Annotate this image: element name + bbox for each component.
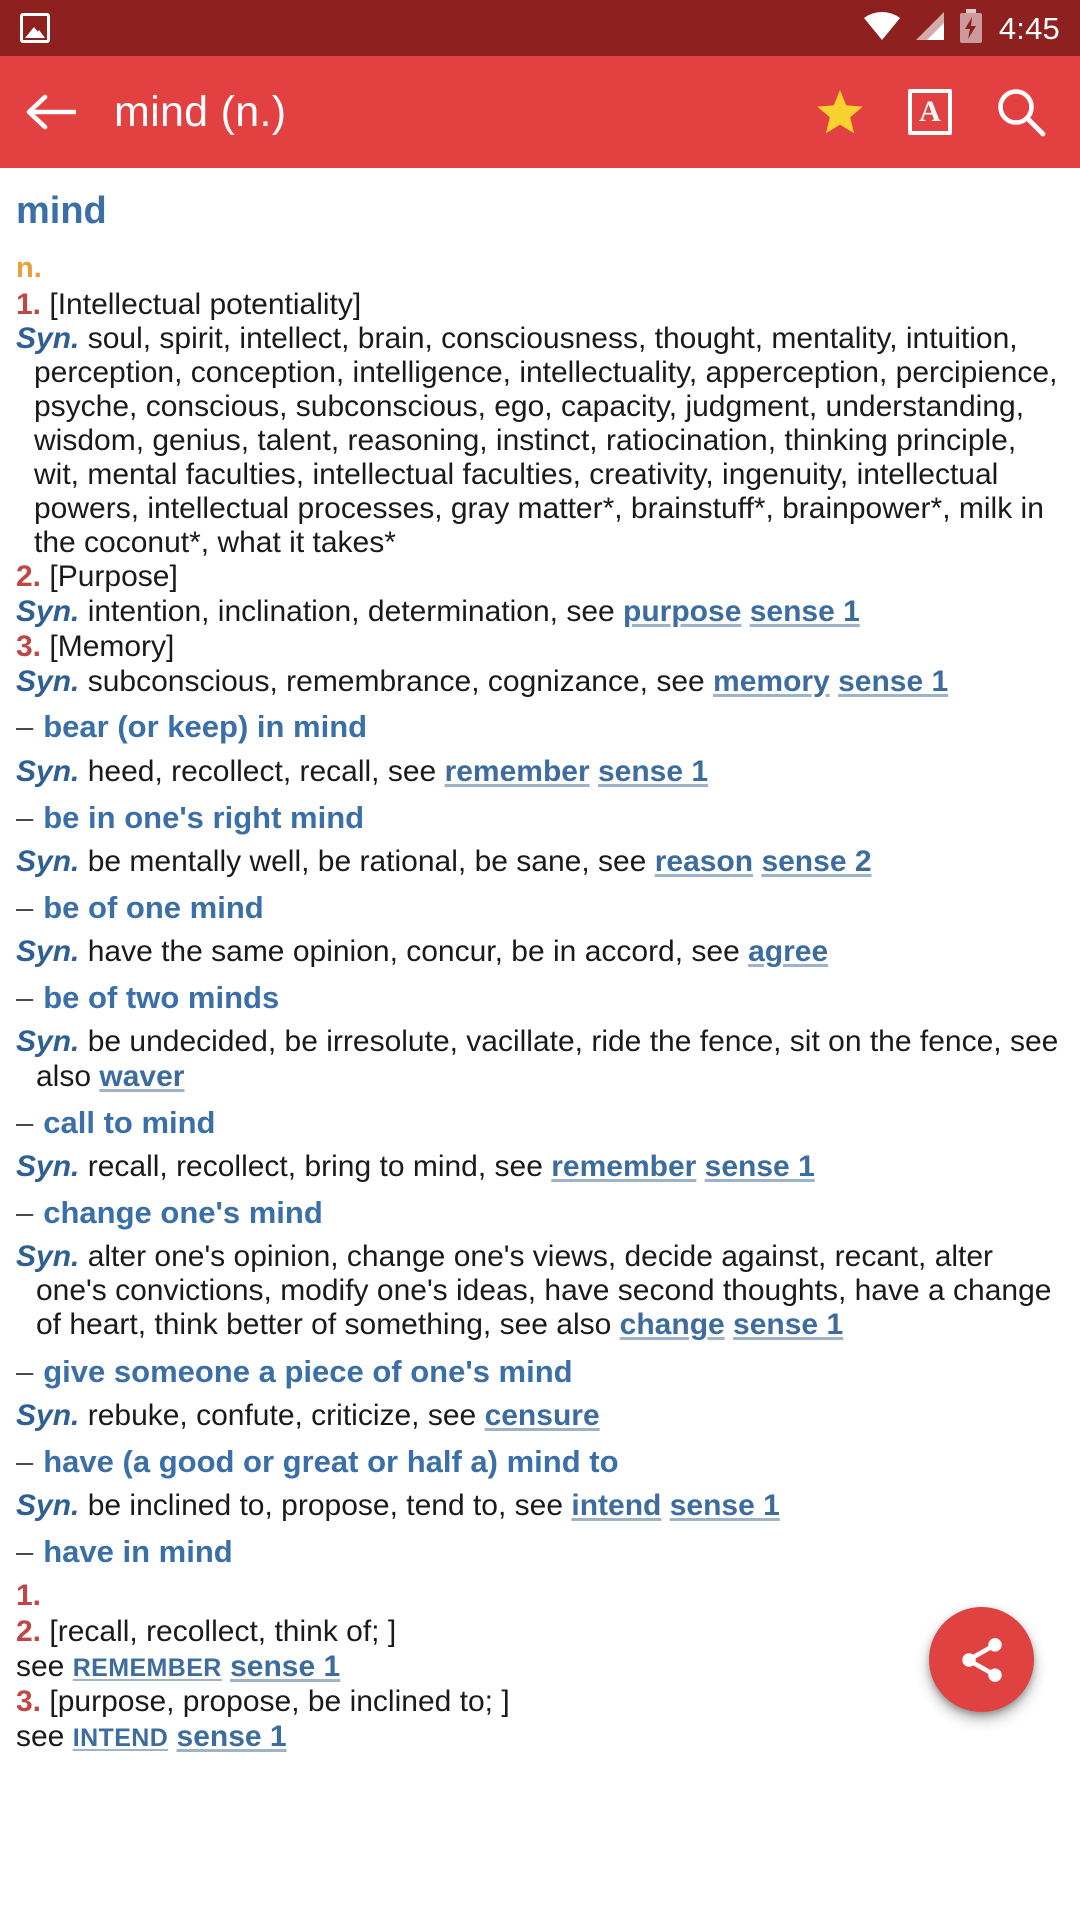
font-size-icon: A <box>908 89 952 135</box>
cross-reference-word[interactable]: INTEND <box>72 1724 169 1753</box>
cross-reference-word[interactable]: remember <box>551 1149 697 1183</box>
app-bar <box>0 56 1080 168</box>
app-bar-actions <box>816 87 1054 137</box>
cross-reference-sense[interactable]: sense 1 <box>704 1149 815 1183</box>
sub-entry <box>16 1685 1064 1719</box>
sense-synonyms <box>16 595 1064 629</box>
phrase-dash: – <box>16 709 34 745</box>
syn-label: Syn. <box>16 322 80 356</box>
sense-gloss-text: [Purpose] <box>49 560 178 594</box>
phrase-title: be of two minds <box>43 980 280 1016</box>
sense-gloss <box>16 288 1064 322</box>
syn-label: Syn. <box>16 664 80 698</box>
phrase-synonyms <box>16 1489 1064 1523</box>
search-icon <box>996 87 1046 137</box>
syn-label: Syn. <box>16 935 80 969</box>
syn-label: Syn. <box>16 1025 80 1059</box>
phrase-synonyms <box>16 1240 1064 1343</box>
phrase-title: have in mind <box>43 1534 233 1570</box>
star-icon <box>816 89 864 135</box>
phrase-dash: – <box>16 799 34 835</box>
phrase-heading[interactable] <box>16 981 1064 1015</box>
back-button[interactable] <box>24 91 76 133</box>
cross-reference-word[interactable]: memory <box>713 664 830 698</box>
cross-reference-word[interactable]: censure <box>484 1398 600 1432</box>
status-bar <box>0 0 1080 56</box>
phrase-heading[interactable] <box>16 801 1064 835</box>
cross-reference-word[interactable]: agree <box>748 935 829 969</box>
font-size-button[interactable] <box>908 89 952 135</box>
phrase-title: have (a good or great or half a) mind to <box>43 1443 619 1479</box>
status-bar-right <box>863 9 1060 48</box>
phrase-dash: – <box>16 1104 34 1140</box>
syn-text: be undecided, be irresolute, vacillate, ride the fence, sit on the fence, see also <box>36 1025 1059 1093</box>
cross-reference-sense[interactable]: sense 1 <box>597 754 709 788</box>
share-fab-button[interactable] <box>929 1607 1034 1712</box>
sub-entry-number: 1. <box>16 1579 42 1613</box>
see-label: see <box>16 1649 65 1683</box>
sense-gloss <box>16 630 1064 664</box>
syn-text: subconscious, remembrance, cognizance, see <box>87 664 714 698</box>
phrase-heading[interactable] <box>16 710 1064 744</box>
phrase-synonyms <box>16 1150 1064 1184</box>
photo-icon <box>20 13 50 43</box>
syn-label: Syn. <box>16 754 80 788</box>
signal-icon <box>914 11 946 46</box>
sub-entry-gloss: [purpose, propose, be inclined to; ] <box>49 1684 510 1718</box>
syn-label: Syn. <box>16 595 80 629</box>
phrase-title: give someone a piece of one's mind <box>43 1353 573 1389</box>
phrase-title: bear (or keep) in mind <box>43 709 368 745</box>
phrase-dash: – <box>16 1353 34 1389</box>
phrase-title: be of one mind <box>43 889 264 925</box>
entry-headword: mind <box>16 190 107 232</box>
page-title: mind (n.) <box>114 87 287 136</box>
share-icon <box>956 1634 1008 1686</box>
syn-label: Syn. <box>16 844 80 878</box>
phrase-dash: – <box>16 889 34 925</box>
phrase-heading[interactable] <box>16 1355 1064 1389</box>
syn-text: rebuke, confute, criticize, see <box>87 1398 485 1432</box>
syn-label: Syn. <box>16 1489 80 1523</box>
phrase-heading[interactable] <box>16 1535 1064 1569</box>
see-label: see <box>16 1720 65 1754</box>
syn-text: heed, recollect, recall, see <box>87 754 445 788</box>
battery-charging-icon <box>959 9 983 48</box>
phrase-title: call to mind <box>43 1104 216 1140</box>
sub-entry-see <box>16 1720 1064 1754</box>
wifi-icon <box>863 11 901 46</box>
status-clock: 4:45 <box>998 10 1060 46</box>
phrase-heading[interactable] <box>16 1106 1064 1140</box>
phrase-title: be in one's right mind <box>43 799 365 835</box>
sense-synonyms <box>16 322 1064 559</box>
cross-reference-word[interactable]: reason <box>654 844 754 878</box>
phrase-synonyms <box>16 845 1064 879</box>
sense-gloss <box>16 560 1064 594</box>
sense-number: 3. <box>16 629 42 663</box>
search-button[interactable] <box>996 87 1046 137</box>
sense-synonyms <box>16 665 1064 699</box>
phrase-title: change one's mind <box>43 1195 323 1231</box>
cross-reference-sense[interactable]: sense 1 <box>838 664 949 698</box>
phrase-dash: – <box>16 1443 34 1479</box>
phrase-heading[interactable] <box>16 1445 1064 1479</box>
syn-text: have the same opinion, concur, be in accord, see <box>87 935 749 969</box>
entry-article <box>0 168 1080 1754</box>
phrase-synonyms <box>16 755 1064 789</box>
phrase-heading[interactable] <box>16 1196 1064 1230</box>
syn-text: be mentally well, be rational, be sane, see <box>87 844 655 878</box>
back-arrow-icon <box>24 91 76 133</box>
cross-reference-sense[interactable]: sense 1 <box>230 1649 341 1683</box>
syn-text: intention, inclination, determination, see <box>87 595 624 629</box>
phrase-synonyms <box>16 935 1064 969</box>
sense-number: 2. <box>16 560 42 594</box>
cross-reference-word[interactable]: REMEMBER <box>72 1653 222 1682</box>
cross-reference-word[interactable]: purpose <box>623 595 742 629</box>
phrase-synonyms <box>16 1025 1064 1093</box>
phrase-synonyms <box>16 1399 1064 1433</box>
sub-entry-see <box>16 1650 1064 1684</box>
cross-reference-sense[interactable]: sense 1 <box>733 1308 844 1342</box>
syn-label: Syn. <box>16 1149 80 1183</box>
sub-entry <box>16 1615 1064 1649</box>
syn-text: recall, recollect, bring to mind, see <box>87 1149 552 1183</box>
cross-reference-word[interactable]: remember <box>444 754 590 788</box>
sub-entry-number: 2. <box>16 1614 42 1648</box>
sense-gloss-text: [Intellectual potentiality] <box>49 287 362 321</box>
part-of-speech: n. <box>16 252 42 284</box>
sense-gloss-text: [Memory] <box>49 629 175 663</box>
cross-reference-sense[interactable]: sense 2 <box>761 844 872 878</box>
status-bar-left <box>20 13 50 43</box>
syn-label: Syn. <box>16 1398 80 1432</box>
syn-text: be inclined to, propose, tend to, see <box>87 1489 572 1523</box>
cross-reference-sense[interactable]: sense 1 <box>749 595 860 629</box>
sub-entry <box>16 1579 1064 1613</box>
phrase-dash: – <box>16 980 34 1016</box>
sub-entry-number: 3. <box>16 1684 42 1718</box>
favorite-button[interactable] <box>816 89 864 135</box>
phrase-dash: – <box>16 1195 34 1231</box>
sub-entry-gloss: [recall, recollect, think of; ] <box>49 1614 397 1648</box>
cross-reference-sense[interactable]: sense 1 <box>176 1720 287 1754</box>
syn-label: Syn. <box>16 1240 80 1274</box>
cross-reference-word[interactable]: intend <box>571 1489 662 1523</box>
sense-number: 1. <box>16 287 42 321</box>
cross-reference-sense[interactable]: sense 1 <box>669 1489 780 1523</box>
cross-reference-word[interactable]: change <box>619 1308 725 1342</box>
syn-text: soul, spirit, intellect, brain, consciousness, thought, mentality, intuition, perception, conception, intelligence, intellectuality, apperception, percipience, psyche, conscious, subconscious, ego, capacity, judgment, understanding, wisdom, genius, talent, reasoning, instinct, ratiocination, thinking principle, wit, mental faculties, intellectual faculties, creativity, ingenuity, intellectual powers, intellectual processes, gray matter*, brainstuff*, brainpower*, milk in the coconut*, what it takes* <box>34 322 1058 559</box>
phrase-heading[interactable] <box>16 891 1064 925</box>
syn-text: alter one's opinion, change one's views, decide against, recant, alter one's convictions, modify one's ideas, have second thoughts, have a change of heart, think better of something, see also <box>36 1240 1052 1342</box>
cross-reference-word[interactable]: waver <box>99 1059 185 1093</box>
phrase-dash: – <box>16 1534 34 1570</box>
